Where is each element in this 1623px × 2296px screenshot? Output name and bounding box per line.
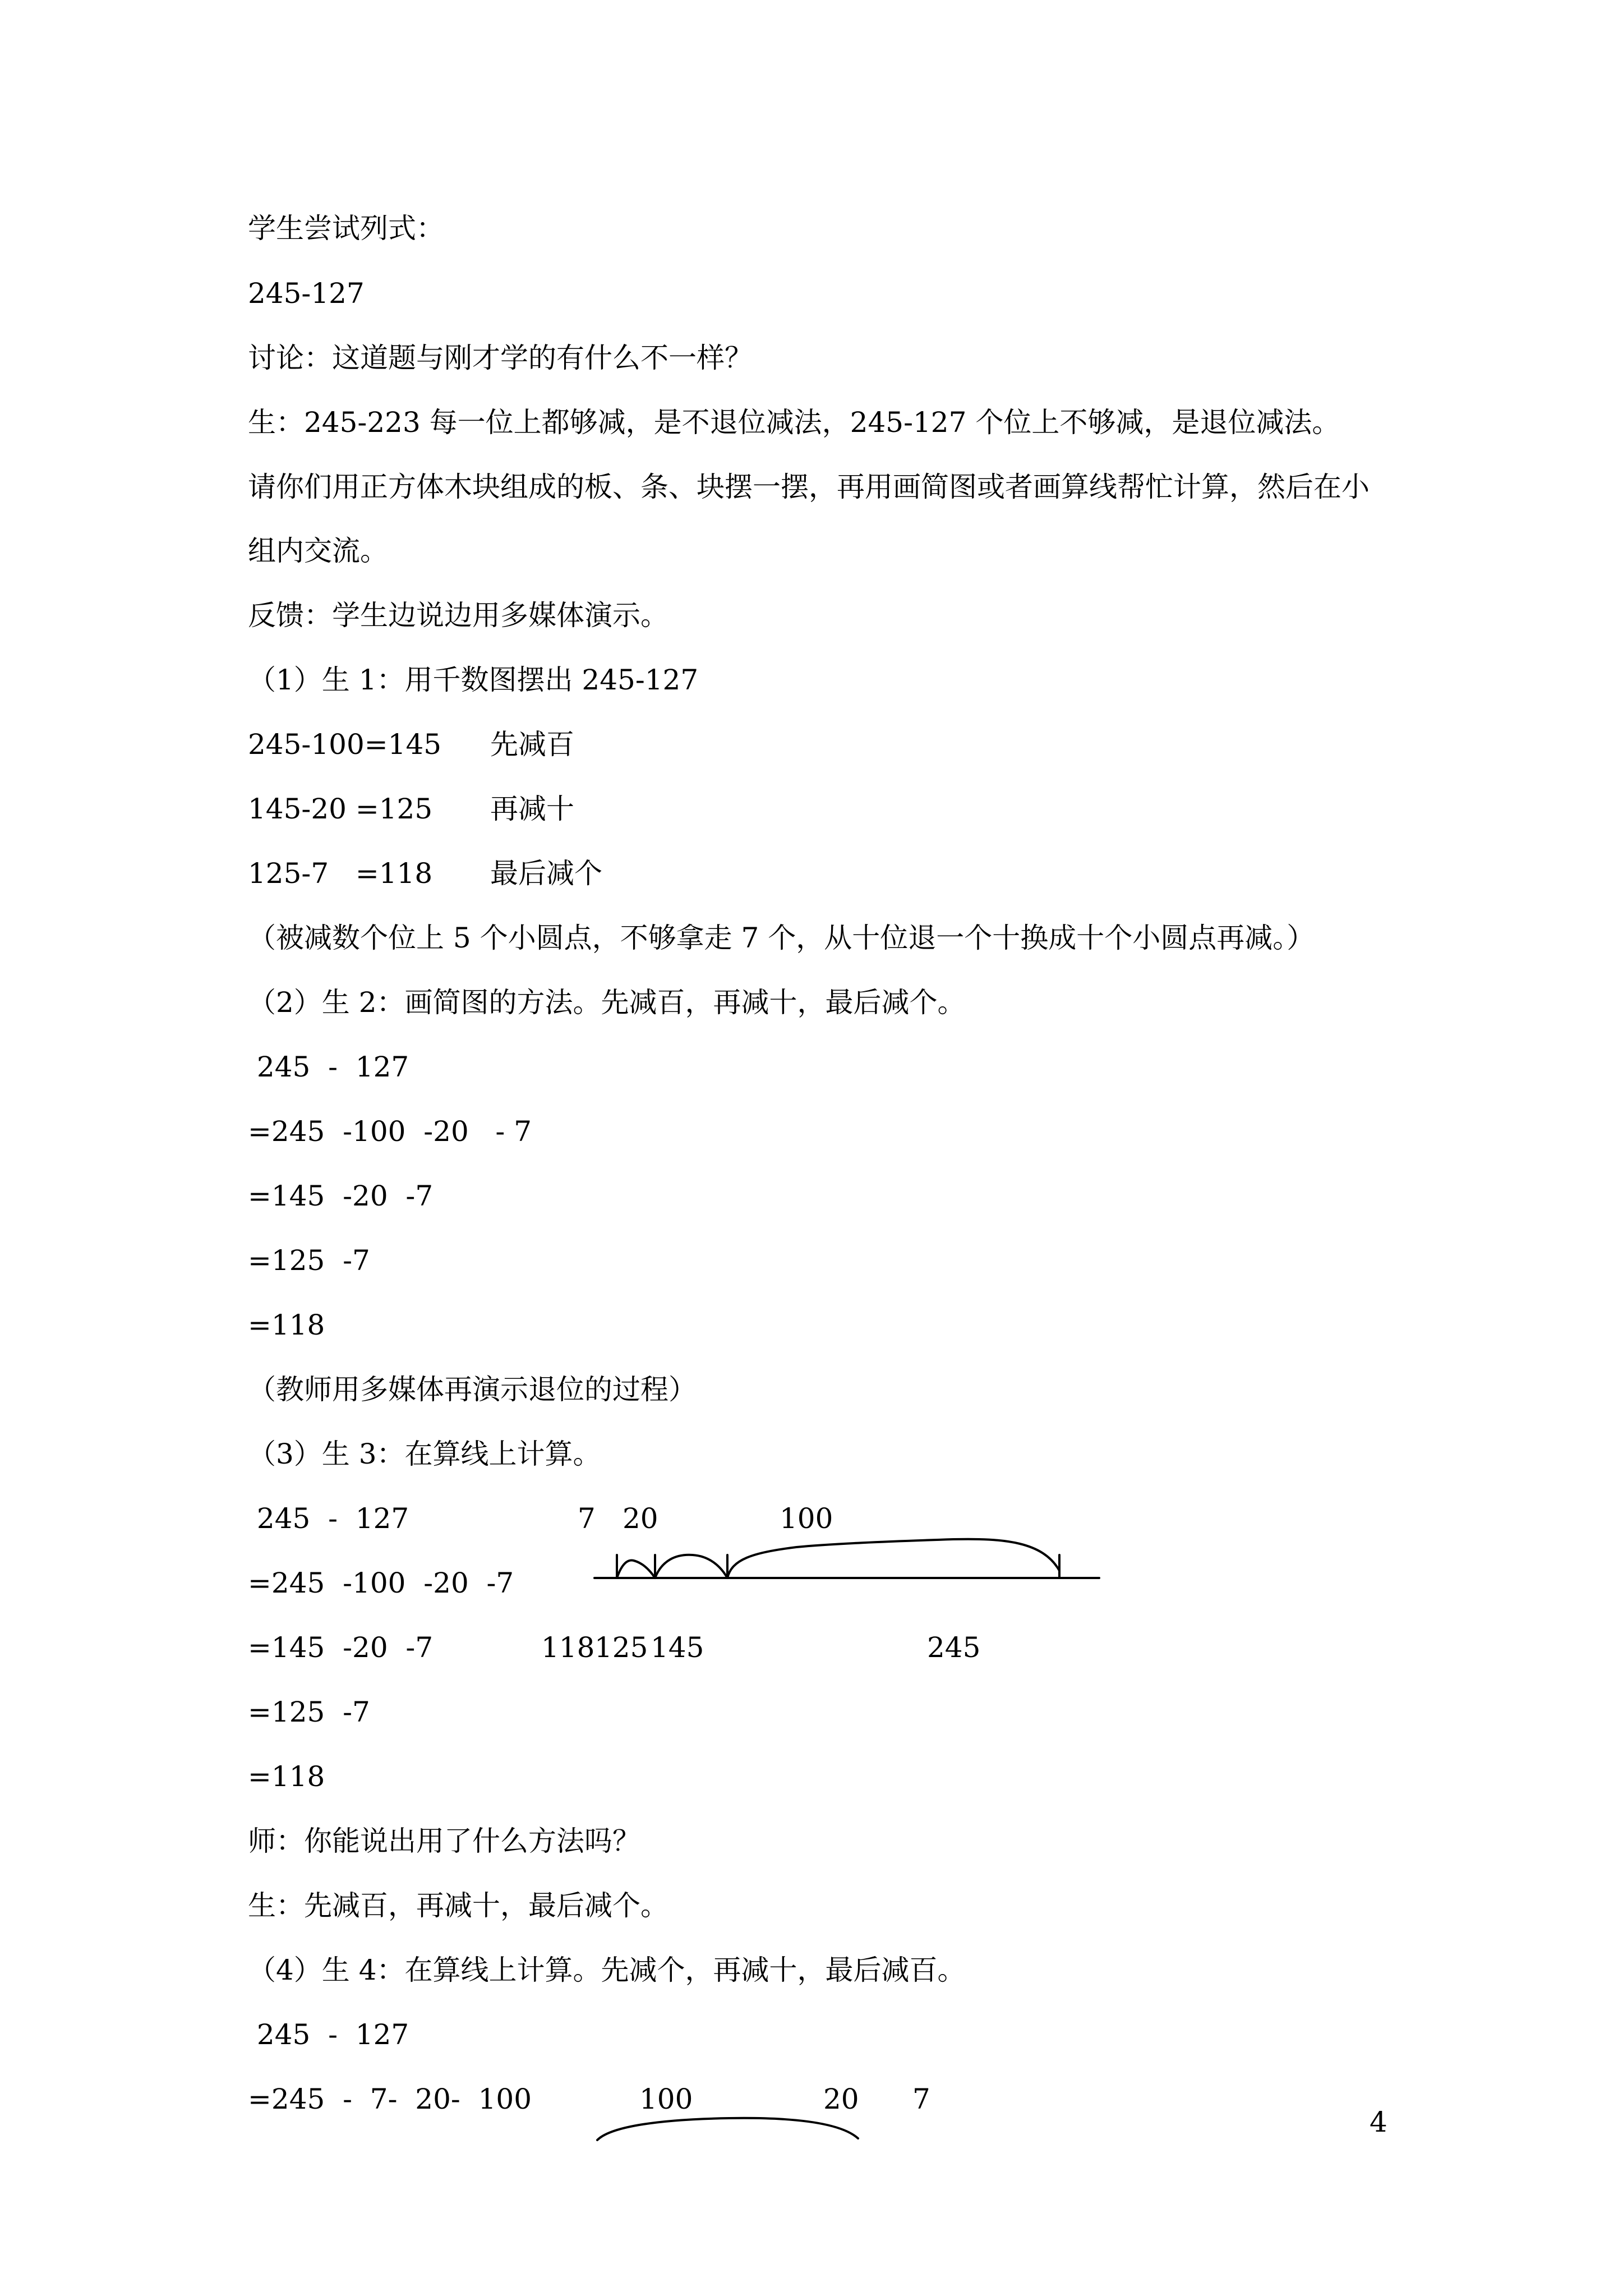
jump-label: 20 [823,2083,859,2115]
jump-label: 7 [578,1502,596,1535]
text-line: 反馈：学生边说边用多媒体演示。 [248,599,668,632]
text-line: 学生尝试列式： [248,212,444,245]
point-label: 118 [541,1631,595,1664]
expression-line: =245 -100 -20 - 7 [248,1115,532,1148]
expression-line: 245 - 127 [248,2018,409,2051]
point-label: 145 [651,1631,704,1664]
expression-line: =245 - 7- 20- 100 [248,2083,532,2115]
text-line: （2）生 2：画简图的方法。先减百，再减十，最后减个。 [248,986,966,1019]
expression-line: =125 -7 [248,1696,370,1728]
text-line: 生：先减百，再减十，最后减个。 [248,1889,668,1922]
expression-line: =118 [248,1309,325,1341]
text-line: （教师用多媒体再演示退位的过程） [248,1373,697,1406]
calc-step-note: 再减十 [490,793,574,825]
calc-step: 125-7 =118 [248,857,433,890]
calc-step: 145-20 =125 [248,793,433,825]
text-line: 师：你能说出用了什么方法吗？ [248,1825,640,1857]
expression-line: =125 -7 [248,1244,370,1277]
text-line: 生：245-223 每一位上都够减，是不退位减法，245-127 个位上不够减，是退位减法。 [248,406,1340,439]
text-line: 组内交流。 [248,535,388,567]
expression-line: 245 - 127 [248,1502,409,1535]
expression-line: =145 -20 -7 [248,1180,434,1212]
jump-label: 20 [623,1502,658,1535]
text-line: 请你们用正方体木块组成的板、条、块摆一摆，再用画简图或者画算线帮忙计算，然后在小 [248,471,1370,503]
text-line: （4）生 4：在算线上计算。先减个，再减十，最后减百。 [248,1954,966,1986]
expression-line: =118 [248,1760,325,1793]
jump-label: 7 [912,2083,930,2115]
text-line: （1）生 1：用千数图摆出 245-127 [248,664,699,696]
text-line: （3）生 3：在算线上计算。 [248,1438,601,1470]
expression-line: 245 - 127 [248,1051,409,1083]
point-label: 125 [594,1631,648,1664]
jump-label: 100 [780,1502,833,1535]
expression-line: 245-127 [248,277,365,310]
jump-label: 100 [639,2083,693,2115]
expression-line: =245 -100 -20 -7 [248,1567,514,1599]
page-number: 4 [1370,2106,1387,2138]
calc-step-note: 先减百 [490,728,574,761]
calc-step-note: 最后减个 [490,857,602,890]
expression-line: =145 -20 -7 [248,1631,434,1664]
calc-step: 245-100=145 [248,728,442,761]
point-label: 245 [927,1631,981,1664]
text-line: 讨论：这道题与刚才学的有什么不一样？ [248,342,753,374]
text-line: （被减数个位上 5 个小圆点，不够拿走 7 个，从十位退一个十换成十个小圆点再减。） [248,922,1315,954]
